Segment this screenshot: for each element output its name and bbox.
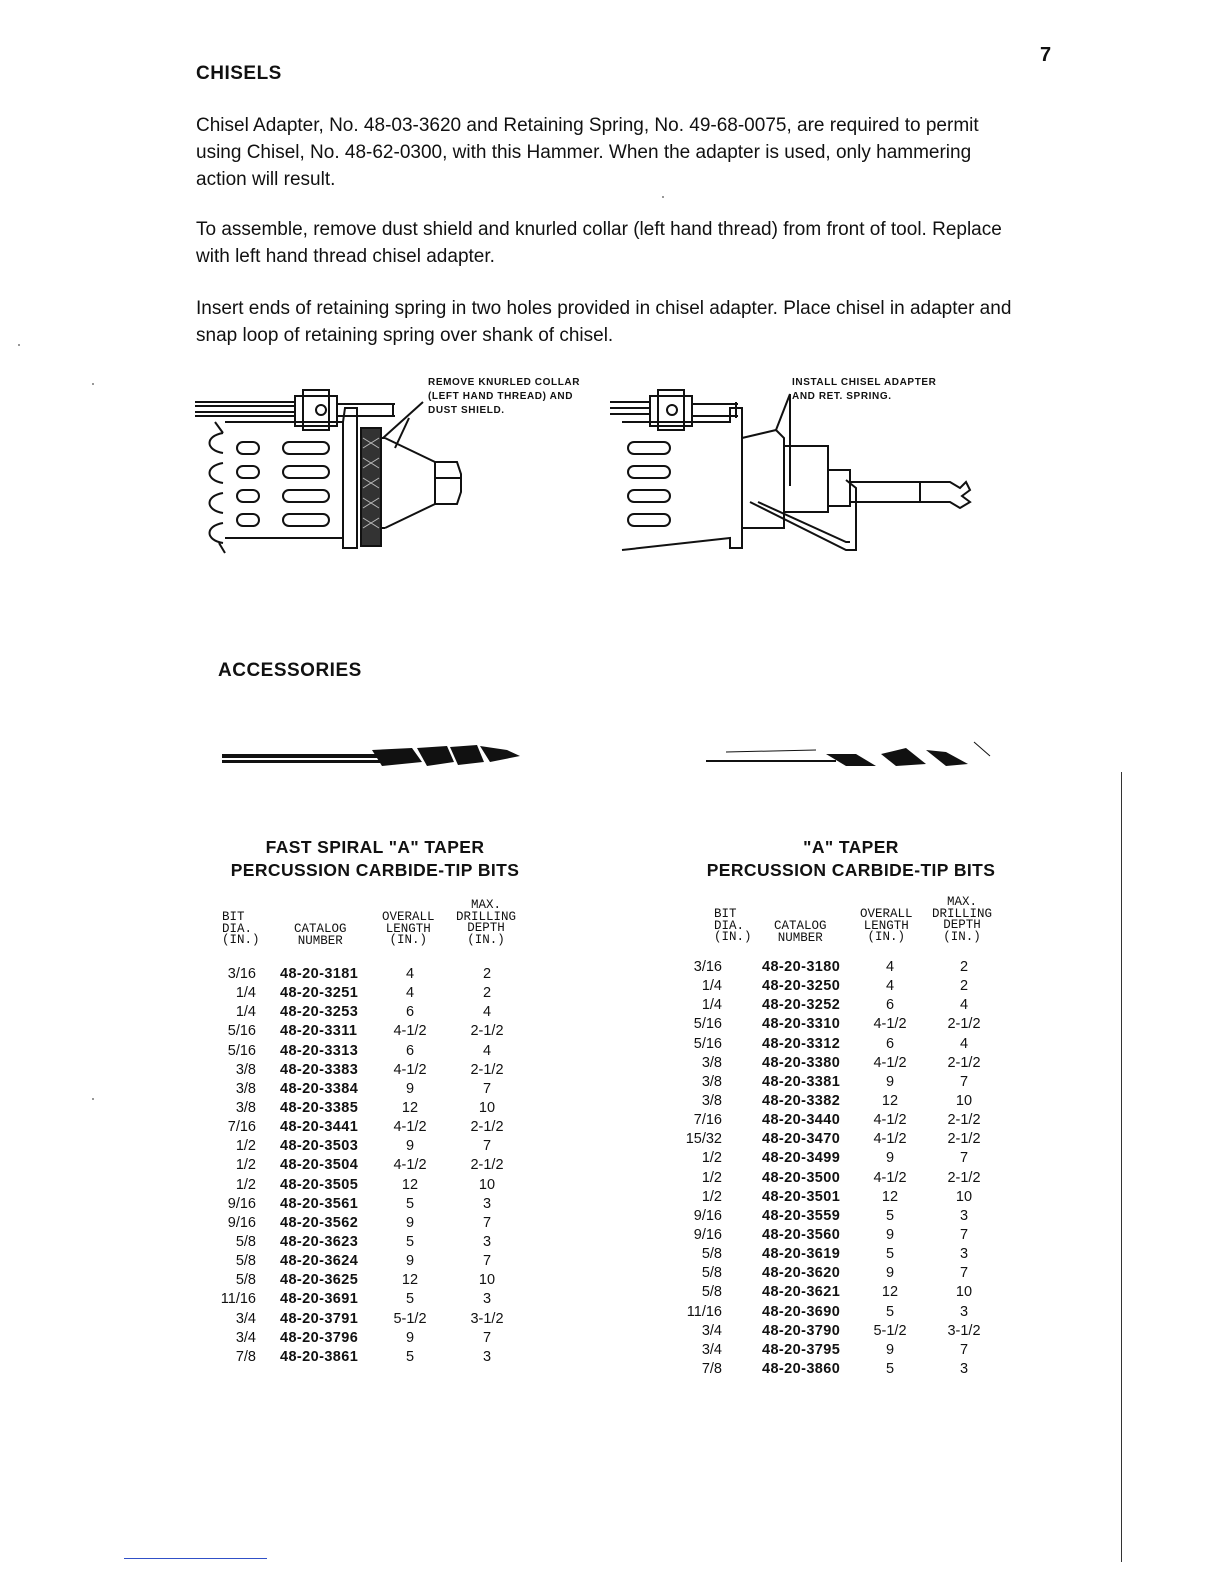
table-row bbox=[220, 1290, 540, 1309]
cell-drilling-depth: 10 bbox=[478, 1176, 496, 1193]
cell-drilling-depth: 7 bbox=[482, 1080, 492, 1097]
cell-catalog-number: 48-20-3384 bbox=[280, 1080, 359, 1097]
cell-bit-dia: 1/2 bbox=[701, 1169, 722, 1186]
table2-header bbox=[714, 893, 1014, 953]
cell-overall-length: 4-1/2 bbox=[393, 1023, 427, 1040]
table-row bbox=[693, 1207, 1014, 1226]
cell-drilling-depth: 2-1/2 bbox=[947, 1054, 981, 1071]
cell-catalog-number: 48-20-3501 bbox=[762, 1188, 841, 1205]
cell-overall-length: 9 bbox=[405, 1080, 415, 1097]
cell-overall-length: 9 bbox=[405, 1138, 415, 1155]
a-taper-bit-drawing bbox=[706, 740, 996, 779]
cell-drilling-depth: 7 bbox=[959, 1226, 969, 1243]
table1-header-overall: OVERALL LENGTH (IN.) bbox=[382, 910, 435, 947]
cell-catalog-number: 48-20-3503 bbox=[280, 1138, 359, 1155]
cell-overall-length: 6 bbox=[885, 1035, 895, 1052]
cell-bit-dia: 15/32 bbox=[685, 1131, 722, 1148]
cell-bit-dia: 9/16 bbox=[227, 1214, 256, 1231]
cell-overall-length: 9 bbox=[405, 1214, 415, 1231]
table-row bbox=[693, 958, 1014, 977]
cell-catalog-number: 48-20-3623 bbox=[280, 1233, 359, 1250]
cell-drilling-depth: 10 bbox=[955, 1284, 973, 1301]
cell-drilling-depth: 4 bbox=[959, 1035, 969, 1052]
cell-bit-dia: 5/16 bbox=[227, 1042, 256, 1059]
cell-drilling-depth: 7 bbox=[959, 1265, 969, 1282]
cell-bit-dia: 5/16 bbox=[693, 1035, 722, 1052]
cell-bit-dia: 7/16 bbox=[693, 1112, 722, 1129]
cell-catalog-number: 48-20-3253 bbox=[280, 1004, 359, 1021]
cell-catalog-number: 48-20-3791 bbox=[280, 1310, 359, 1327]
cell-bit-dia: 1/2 bbox=[701, 1150, 722, 1167]
cell-overall-length: 4-1/2 bbox=[873, 1169, 907, 1186]
cell-drilling-depth: 2-1/2 bbox=[947, 1112, 981, 1129]
cell-drilling-depth: 7 bbox=[482, 1329, 492, 1346]
cell-drilling-depth: 3-1/2 bbox=[947, 1322, 981, 1339]
cell-bit-dia: 3/4 bbox=[701, 1322, 722, 1339]
cell-bit-dia: 3/8 bbox=[235, 1080, 256, 1097]
cell-overall-length: 5 bbox=[885, 1303, 895, 1320]
table-row bbox=[701, 1149, 1014, 1168]
cell-bit-dia: 3/8 bbox=[701, 1092, 722, 1109]
table-row bbox=[220, 1252, 540, 1271]
cell-overall-length: 6 bbox=[405, 1004, 415, 1021]
cell-bit-dia: 11/16 bbox=[220, 1291, 256, 1308]
cell-bit-dia: 9/16 bbox=[227, 1195, 256, 1212]
cell-bit-dia: 3/8 bbox=[701, 1073, 722, 1090]
table-row bbox=[220, 1003, 540, 1022]
table-row bbox=[220, 1061, 540, 1080]
table-row bbox=[220, 1271, 540, 1290]
cell-bit-dia: 1/4 bbox=[235, 985, 256, 1002]
cell-drilling-depth: 3 bbox=[482, 1233, 492, 1250]
cell-drilling-depth: 7 bbox=[959, 1073, 969, 1090]
table-row bbox=[220, 1118, 540, 1137]
cell-catalog-number: 48-20-3619 bbox=[762, 1246, 841, 1263]
table-row bbox=[685, 1130, 1014, 1149]
cell-drilling-depth: 10 bbox=[478, 1272, 496, 1289]
table-row bbox=[220, 1195, 540, 1214]
cell-drilling-depth: 4 bbox=[482, 1042, 492, 1059]
cell-drilling-depth: 7 bbox=[482, 1214, 492, 1231]
cell-overall-length: 9 bbox=[405, 1329, 415, 1346]
cell-catalog-number: 48-20-3690 bbox=[762, 1303, 841, 1320]
cell-bit-dia: 3/4 bbox=[235, 1329, 256, 1346]
table-row bbox=[220, 1042, 540, 1061]
cell-overall-length: 4-1/2 bbox=[393, 1119, 427, 1136]
cell-catalog-number: 48-20-3620 bbox=[762, 1265, 841, 1282]
cell-bit-dia: 5/8 bbox=[235, 1233, 256, 1250]
cell-catalog-number: 48-20-3796 bbox=[280, 1329, 359, 1346]
cell-catalog-number: 48-20-3500 bbox=[762, 1169, 841, 1186]
cell-drilling-depth: 2-1/2 bbox=[947, 1016, 981, 1033]
table1-header-max-depth: MAX. DRILLING DEPTH (IN.) bbox=[456, 898, 517, 947]
cell-drilling-depth: 3 bbox=[482, 1195, 492, 1212]
cell-drilling-depth: 2-1/2 bbox=[470, 1157, 504, 1174]
table2-title-line2: PERCUSSION CARBIDE-TIP BITS bbox=[706, 860, 996, 880]
cell-bit-dia: 1/2 bbox=[235, 1138, 256, 1155]
table-row bbox=[220, 1156, 540, 1175]
cell-overall-length: 4-1/2 bbox=[393, 1157, 427, 1174]
cell-drilling-depth: 2 bbox=[959, 959, 969, 975]
cell-catalog-number: 48-20-3861 bbox=[280, 1348, 359, 1365]
cell-catalog-number: 48-20-3561 bbox=[280, 1195, 359, 1212]
cell-drilling-depth: 3 bbox=[959, 1207, 969, 1224]
cell-bit-dia: 3/8 bbox=[235, 1099, 256, 1116]
cell-drilling-depth: 3 bbox=[482, 1348, 492, 1365]
scan-speck bbox=[662, 196, 664, 198]
table2-body bbox=[685, 958, 1014, 1379]
cell-catalog-number: 48-20-3181 bbox=[280, 966, 359, 982]
cell-catalog-number: 48-20-3505 bbox=[280, 1176, 359, 1193]
cell-overall-length: 6 bbox=[405, 1042, 415, 1059]
table-row bbox=[701, 1341, 1014, 1360]
cell-overall-length: 5 bbox=[405, 1291, 415, 1308]
cell-bit-dia: 5/8 bbox=[235, 1272, 256, 1289]
cell-catalog-number: 48-20-3312 bbox=[762, 1035, 841, 1052]
cell-drilling-depth: 3 bbox=[482, 1291, 492, 1308]
hammer-adapter-drawing bbox=[610, 378, 980, 568]
table-row bbox=[701, 1169, 1014, 1188]
table-row bbox=[220, 1137, 540, 1156]
cell-drilling-depth: 3 bbox=[959, 1303, 969, 1320]
cell-bit-dia: 5/16 bbox=[693, 1016, 722, 1033]
table-row bbox=[701, 1360, 1014, 1379]
cell-overall-length: 4 bbox=[405, 966, 415, 982]
table-row bbox=[701, 996, 1014, 1015]
cell-bit-dia: 9/16 bbox=[693, 1226, 722, 1243]
table-row bbox=[701, 1283, 1014, 1302]
cell-bit-dia: 3/8 bbox=[235, 1061, 256, 1078]
cell-overall-length: 5 bbox=[885, 1207, 895, 1224]
chisels-paragraph-3: Insert ends of retaining spring in two holes provided in chisel adapter. Place chisel in adapter and snap loop of retaining spring over shank of chisel. bbox=[196, 298, 1012, 346]
cell-overall-length: 4 bbox=[885, 978, 895, 995]
table-row bbox=[220, 1233, 540, 1252]
cell-overall-length: 9 bbox=[885, 1226, 895, 1243]
table-row bbox=[220, 1176, 540, 1195]
cell-drilling-depth: 7 bbox=[482, 1253, 492, 1270]
cell-drilling-depth: 2 bbox=[482, 985, 492, 1002]
table-row bbox=[220, 1348, 540, 1367]
cell-overall-length: 4-1/2 bbox=[873, 1131, 907, 1148]
callout-remove-collar: REMOVE KNURLED COLLAR (LEFT HAND THREAD) AND DUST SHIELD. bbox=[428, 377, 581, 416]
table-row bbox=[220, 1080, 540, 1099]
table-row bbox=[701, 977, 1014, 996]
cell-drilling-depth: 4 bbox=[482, 1004, 492, 1021]
cell-drilling-depth: 10 bbox=[955, 1188, 973, 1205]
cell-drilling-depth: 3-1/2 bbox=[470, 1310, 504, 1327]
cell-catalog-number: 48-20-3860 bbox=[762, 1360, 841, 1377]
cell-overall-length: 5-1/2 bbox=[393, 1310, 427, 1327]
table-row bbox=[220, 965, 540, 984]
table-row bbox=[693, 1035, 1014, 1054]
cell-bit-dia: 1/4 bbox=[701, 978, 722, 995]
cell-catalog-number: 48-20-3624 bbox=[280, 1253, 359, 1270]
cell-bit-dia: 5/16 bbox=[227, 1023, 256, 1040]
cell-overall-length: 5 bbox=[405, 1233, 415, 1250]
cell-drilling-depth: 7 bbox=[482, 1138, 492, 1155]
cell-overall-length: 5 bbox=[885, 1246, 895, 1263]
cell-bit-dia: 1/4 bbox=[701, 997, 722, 1014]
cell-drilling-depth: 2-1/2 bbox=[947, 1169, 981, 1186]
cell-catalog-number: 48-20-3790 bbox=[762, 1322, 841, 1339]
table-row bbox=[693, 1111, 1014, 1130]
cell-catalog-number: 48-20-3311 bbox=[280, 1023, 358, 1040]
table-row bbox=[701, 1092, 1014, 1111]
cell-catalog-number: 48-20-3385 bbox=[280, 1099, 359, 1116]
cell-drilling-depth: 7 bbox=[959, 1341, 969, 1358]
cell-overall-length: 4 bbox=[885, 959, 895, 975]
cell-drilling-depth: 4 bbox=[959, 997, 969, 1014]
cell-bit-dia: 3/4 bbox=[235, 1310, 256, 1327]
cell-catalog-number: 48-20-3383 bbox=[280, 1061, 359, 1078]
cell-catalog-number: 48-20-3252 bbox=[762, 997, 841, 1014]
page-number: 7 bbox=[1040, 44, 1052, 66]
cell-drilling-depth: 2-1/2 bbox=[470, 1023, 504, 1040]
table2-header-catalog: CATALOG NUMBER bbox=[774, 919, 827, 945]
cell-drilling-depth: 7 bbox=[959, 1150, 969, 1167]
table-row bbox=[220, 984, 540, 1003]
cell-overall-length: 5 bbox=[405, 1348, 415, 1365]
cell-overall-length: 12 bbox=[401, 1099, 419, 1116]
table-row bbox=[701, 1188, 1014, 1207]
cell-catalog-number: 48-20-3559 bbox=[762, 1207, 841, 1224]
cell-drilling-depth: 2-1/2 bbox=[947, 1131, 981, 1148]
cell-bit-dia: 7/16 bbox=[227, 1119, 256, 1136]
cell-catalog-number: 48-20-3625 bbox=[280, 1272, 359, 1289]
cell-bit-dia: 3/4 bbox=[701, 1341, 722, 1358]
cell-overall-length: 5-1/2 bbox=[873, 1322, 907, 1339]
table2-header-max-depth: MAX. DRILLING DEPTH (IN.) bbox=[932, 895, 993, 944]
cell-catalog-number: 48-20-3470 bbox=[762, 1131, 841, 1148]
figure-install-adapter bbox=[610, 378, 980, 573]
cell-catalog-number: 48-20-3504 bbox=[280, 1157, 359, 1174]
scan-speck bbox=[92, 383, 94, 385]
table1-title-line2: PERCUSSION CARBIDE-TIP BITS bbox=[230, 860, 520, 880]
bottom-underline bbox=[124, 1558, 267, 1559]
cell-overall-length: 4-1/2 bbox=[393, 1061, 427, 1078]
cell-catalog-number: 48-20-3310 bbox=[762, 1016, 841, 1033]
right-margin-rule bbox=[1121, 772, 1122, 1562]
cell-overall-length: 9 bbox=[885, 1150, 895, 1167]
cell-overall-length: 6 bbox=[885, 997, 895, 1014]
cell-catalog-number: 48-20-3795 bbox=[762, 1341, 841, 1358]
cell-bit-dia: 3/8 bbox=[701, 1054, 722, 1071]
cell-bit-dia: 9/16 bbox=[693, 1207, 722, 1224]
cell-catalog-number: 48-20-3250 bbox=[762, 978, 841, 995]
cell-overall-length: 9 bbox=[885, 1073, 895, 1090]
cell-bit-dia: 3/16 bbox=[693, 959, 722, 975]
cell-bit-dia: 7/8 bbox=[235, 1348, 256, 1365]
table2-title bbox=[676, 836, 1026, 882]
chisels-heading: CHISELS bbox=[196, 63, 282, 84]
cell-bit-dia: 5/8 bbox=[701, 1246, 722, 1263]
cell-catalog-number: 48-20-3180 bbox=[762, 959, 841, 975]
table-row bbox=[220, 1099, 540, 1118]
cell-overall-length: 9 bbox=[405, 1253, 415, 1270]
cell-bit-dia: 5/8 bbox=[701, 1284, 722, 1301]
table-row bbox=[220, 1022, 540, 1041]
cell-overall-length: 12 bbox=[881, 1284, 899, 1301]
cell-catalog-number: 48-20-3251 bbox=[280, 985, 359, 1002]
cell-catalog-number: 48-20-3440 bbox=[762, 1112, 841, 1129]
cell-overall-length: 4-1/2 bbox=[873, 1054, 907, 1071]
table1-title-line1: FAST SPIRAL "A" TAPER bbox=[265, 837, 485, 857]
cell-drilling-depth: 2-1/2 bbox=[470, 1119, 504, 1136]
table-row bbox=[701, 1054, 1014, 1073]
cell-bit-dia: 7/8 bbox=[701, 1360, 722, 1377]
cell-bit-dia: 5/8 bbox=[235, 1253, 256, 1270]
table-row bbox=[701, 1264, 1014, 1283]
callout-install-adapter: INSTALL CHISEL ADAPTER AND RET. SPRING. bbox=[792, 377, 937, 402]
table-row bbox=[220, 1310, 540, 1329]
table-row bbox=[701, 1322, 1014, 1341]
scan-speck bbox=[18, 344, 20, 346]
cell-overall-length: 12 bbox=[881, 1188, 899, 1205]
chisels-paragraph-2: To assemble, remove dust shield and knurled collar (left hand thread) from front of tool. Replace with left hand thread chisel adapter. bbox=[196, 219, 1002, 267]
cell-overall-length: 12 bbox=[881, 1092, 899, 1109]
cell-catalog-number: 48-20-3380 bbox=[762, 1054, 841, 1071]
cell-drilling-depth: 3 bbox=[959, 1246, 969, 1263]
table1-header bbox=[220, 896, 540, 956]
table1-header-bit-dia: BIT DIA. (IN.) bbox=[222, 910, 260, 947]
cell-bit-dia: 1/2 bbox=[235, 1157, 256, 1174]
cell-bit-dia: 1/2 bbox=[235, 1176, 256, 1193]
cell-bit-dia: 1/4 bbox=[235, 1004, 256, 1021]
table2-title-line1: "A" TAPER bbox=[803, 837, 899, 857]
cell-catalog-number: 48-20-3691 bbox=[280, 1291, 359, 1308]
table-row bbox=[220, 1329, 540, 1348]
cell-overall-length: 12 bbox=[401, 1272, 419, 1289]
cell-drilling-depth: 3 bbox=[959, 1360, 969, 1377]
cell-overall-length: 9 bbox=[885, 1265, 895, 1282]
cell-drilling-depth: 2 bbox=[482, 966, 492, 982]
cell-drilling-depth: 10 bbox=[478, 1099, 496, 1116]
cell-overall-length: 4-1/2 bbox=[873, 1016, 907, 1033]
cell-overall-length: 4 bbox=[405, 985, 415, 1002]
cell-overall-length: 5 bbox=[885, 1360, 895, 1377]
table-row bbox=[686, 1303, 1014, 1322]
table-row bbox=[701, 1245, 1014, 1264]
cell-overall-length: 4-1/2 bbox=[873, 1112, 907, 1129]
cell-bit-dia: 11/16 bbox=[686, 1303, 722, 1320]
table-row bbox=[693, 1015, 1014, 1034]
cell-catalog-number: 48-20-3499 bbox=[762, 1150, 841, 1167]
cell-catalog-number: 48-20-3381 bbox=[762, 1073, 841, 1090]
chisels-paragraph-1: Chisel Adapter, No. 48-03-3620 and Retaining Spring, No. 49-68-0075, are required to permit using Chisel, No. 48-62-0300, with this Hammer. When the adapter is used, only hammering action will result. bbox=[196, 115, 979, 190]
table1-header-catalog: CATALOG NUMBER bbox=[294, 922, 347, 948]
accessories-heading: ACCESSORIES bbox=[218, 660, 362, 681]
fast-spiral-bit-drawing bbox=[222, 740, 522, 779]
cell-catalog-number: 48-20-3621 bbox=[762, 1284, 841, 1301]
table2-header-bit-dia: BIT DIA. (IN.) bbox=[714, 907, 752, 944]
cell-drilling-depth: 2-1/2 bbox=[470, 1061, 504, 1078]
cell-overall-length: 5 bbox=[405, 1195, 415, 1212]
table1-title bbox=[190, 836, 560, 882]
cell-catalog-number: 48-20-3313 bbox=[280, 1042, 359, 1059]
cell-catalog-number: 48-20-3441 bbox=[280, 1119, 359, 1136]
table-row bbox=[693, 1226, 1014, 1245]
cell-catalog-number: 48-20-3562 bbox=[280, 1214, 359, 1231]
cell-bit-dia: 5/8 bbox=[701, 1265, 722, 1282]
cell-catalog-number: 48-20-3560 bbox=[762, 1226, 841, 1243]
scan-speck bbox=[92, 1098, 94, 1100]
table1-body bbox=[220, 965, 540, 1367]
cell-bit-dia: 1/2 bbox=[701, 1188, 722, 1205]
cell-overall-length: 9 bbox=[885, 1341, 895, 1358]
cell-drilling-depth: 2 bbox=[959, 978, 969, 995]
table2-header-overall: OVERALL LENGTH (IN.) bbox=[860, 907, 913, 944]
table-row bbox=[701, 1073, 1014, 1092]
cell-catalog-number: 48-20-3382 bbox=[762, 1092, 841, 1109]
cell-bit-dia: 3/16 bbox=[227, 966, 256, 982]
cell-drilling-depth: 10 bbox=[955, 1092, 973, 1109]
table-row bbox=[220, 1214, 540, 1233]
cell-overall-length: 12 bbox=[401, 1176, 419, 1193]
